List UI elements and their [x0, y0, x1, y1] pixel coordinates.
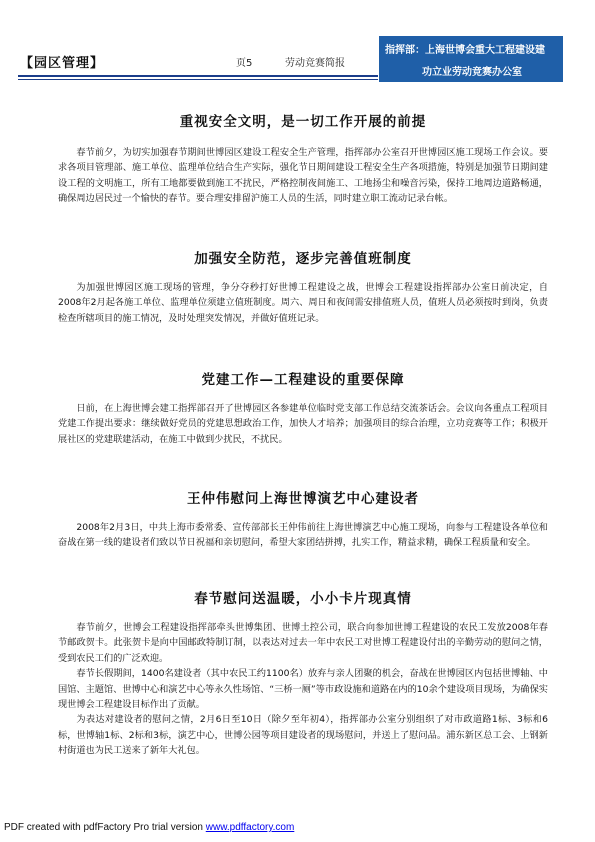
article-2	[58, 247, 548, 326]
article-title: 党建工作—工程建设的重要保障	[201, 372, 405, 388]
header-org-badge	[379, 36, 563, 82]
article-paragraph: 2008年2月3日，中共上海市委常委、宣传部部长王仲伟前往上海世博演艺中心施工现场，向参与工程建设各单位和奋战在第一线的建设者们致以节日祝福和亲切慰问，希望大家团结拼搏，扎实工作，精益求精，确保工程质量和安全。	[58, 522, 548, 549]
article-body	[58, 620, 548, 759]
article-title: 王仲伟慰问上海世博演艺中心建设者	[187, 491, 419, 507]
header-publication: 劳动竞赛简报	[285, 58, 345, 69]
article-paragraph: 日前，在上海世博会建工指挥部召开了世博园区各参建单位临时党支部工作总结交流茶话会。会议向各重点工程项目党建工作提出要求：继续做好党员的党建思想政治工作，加快人才培养；加强项目的综合治理，立功竞赛等工作；积极开展社区的党建联建活动，在施工中做到少扰民，不扰民。	[58, 403, 548, 445]
header-org-line2: 功立业劳动竞赛办公室	[422, 67, 522, 78]
header-rule	[18, 75, 378, 77]
article-paragraph: 为加强世博园区施工现场的管理，争分夺秒打好世博工程建设之战，世博会工程建设指挥部办公室日前决定，自2008年2月起各施工单位、监理单位须建立值班制度。周六、周日和夜间需安排值班人员，值班人员必须按时到岗，负责检查所辖项目的施工情况，及时处理突发情况，并做好值班记录。	[58, 282, 548, 324]
article-3	[58, 368, 548, 447]
header-rule-thin	[18, 79, 378, 80]
article-5	[58, 587, 548, 759]
footer-link[interactable]: www.pdffactory.com	[205, 822, 295, 833]
header-org-line1: 指挥部：上海世博会重大工程建设建	[385, 45, 545, 56]
footer	[4, 822, 294, 833]
article-body	[58, 145, 548, 207]
article-body	[58, 401, 548, 447]
article-paragraph: 春节前夕，为切实加强春节期间世博园区建设工程安全生产管理，指挥部办公室召开世博园区施工现场工作会议。要求各项目管理部、施工单位、监理单位结合生产实际，强化节日期间建设工程安全生产各项措施，特别是加强节日期间建设工程的文明施工，所有工地都要做到施工不扰民，严格控制夜间施工、工地扬尘和噪音污染，保持工地周边道路畅通，确保周边居民过一个愉快的春节。要合理安排留沪施工人员的生活，同时建立职工流动记录台帐。	[58, 147, 548, 205]
article-1	[58, 110, 548, 207]
article-body	[58, 280, 548, 326]
article-title: 加强安全防范，逐步完善值班制度	[194, 251, 412, 267]
header-page-number: 页5	[236, 58, 253, 69]
article-paragraph: 为表达对建设者的慰问之情，2月6日至10日（除夕至年初4），指挥部办公室分别组织了对市政道路1标、3标和6标，世博轴1标、2标和3标，演艺中心，世博公园等项目建设者的现场慰问，并送上了慰问品。浦东新区总工会、上钢新村街道也为民工送来了新年大礼包。	[58, 714, 548, 757]
article-body	[58, 520, 548, 551]
article-4	[58, 487, 548, 551]
article-title: 重视安全文明，是一切工作开展的前提	[179, 114, 427, 130]
footer-text: PDF created with pdfFactory Pro trial version	[4, 822, 206, 833]
article-paragraph: 春节长假期间，1400名建设者（其中农民工约1100名）放弃与亲人团聚的机会，奋战在世博园区内包括世博轴、中国馆、主题馆、世博中心和演艺中心等永久性场馆、“三桥一厕”等市政设施和道路在内的10余个建设项目现场，为确保实现世博会工程建设目标作出了贡献。	[58, 668, 548, 711]
article-title: 春节慰问送温暖，小小卡片现真情	[194, 591, 412, 607]
header-section-title: 【园区管理】	[20, 56, 105, 71]
article-paragraph: 春节前夕，世博会工程建设指挥部牵头世博集团、世博土控公司，联合向参加世博工程建设的农民工发放2008年春节邮政贺卡。此张贺卡是向中国邮政特制订制，以表达对过去一年中农民工对世博工程建设付出的辛勤劳动的慰问之情，受到农民工们的广泛欢迎。	[58, 622, 548, 664]
